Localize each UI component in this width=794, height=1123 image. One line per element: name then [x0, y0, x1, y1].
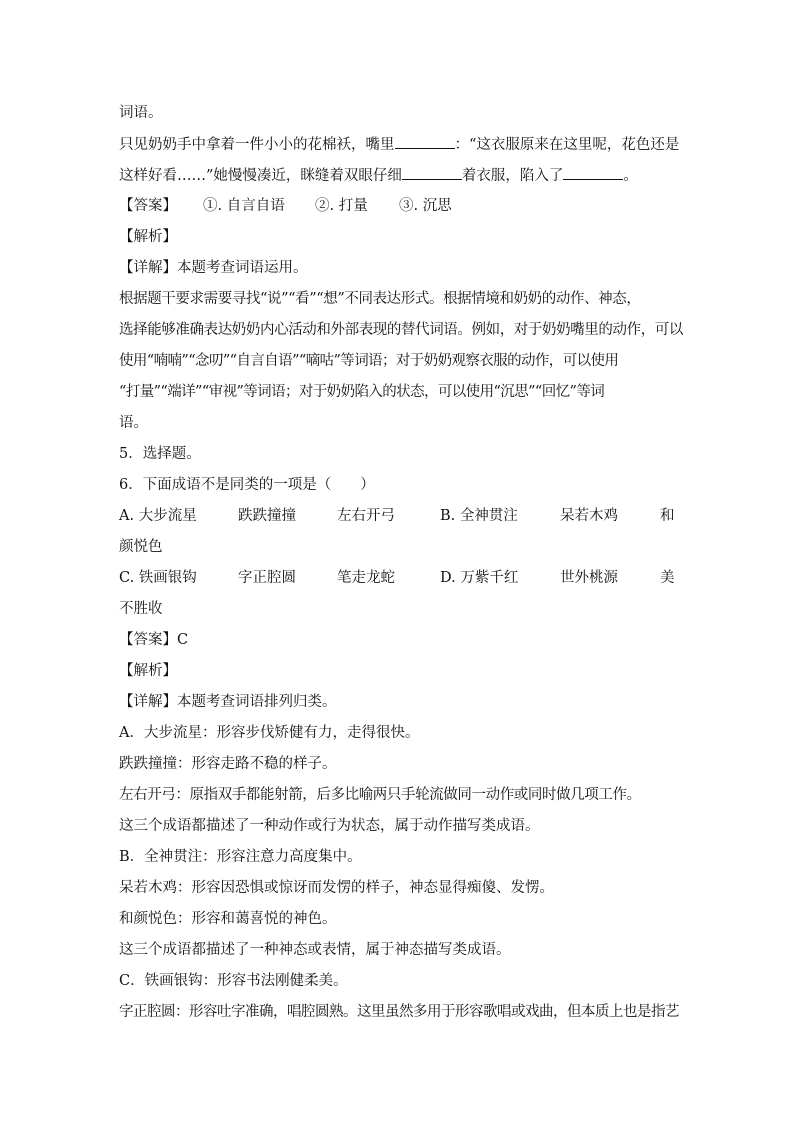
answer-item: ②. 打量 — [315, 198, 368, 214]
text-segment: 只见奶奶手中拿着一件小小的花棉袄，嘴里 — [119, 137, 395, 153]
text-segment: 。 — [623, 168, 638, 184]
text-line: 语。 — [119, 415, 148, 431]
text-line: 根据题干要求需要寻找“说”“看”“想”不同表达形式。根据情境和奶奶的动作、神态， — [119, 291, 641, 307]
option-d-item: 世外桃源 — [560, 570, 618, 586]
option-b-item: 和 — [660, 508, 675, 524]
text-line: 不胜收 — [119, 601, 163, 617]
text-line: 跌跌撞撞：形容走路不稳的样子。 — [119, 756, 337, 772]
section-tag: 【解析】 — [119, 229, 177, 245]
option-d-item: 美 — [660, 570, 675, 586]
answer-blank — [395, 134, 455, 149]
answer-line: 【答案】C — [119, 632, 189, 648]
text-line: 词语。 — [119, 105, 163, 121]
question-line — [119, 134, 680, 155]
text-line: A．大步流星：形容步伐矫健有力，走得很快。 — [119, 725, 420, 741]
text-line: 和颜悦色：形容和蔼喜悦的神色。 — [119, 911, 337, 927]
text-segment: 这样好看……”她慢慢凑近，眯缝着双眼仔细 — [119, 168, 402, 184]
text-segment: ：“这衣服原来在这里呢，花色还是 — [454, 137, 680, 153]
text-line: B．全神贯注：形容注意力高度集中。 — [119, 849, 362, 865]
text-line: 呆若木鸡：形容因恐惧或惊讶而发愣的样子，神态显得痴傻、发愣。 — [119, 880, 554, 896]
text-line: 选择能够准确表达奶奶内心活动和外部表现的替代词语。例如，对于奶奶嘴里的动作，可以 — [119, 322, 683, 338]
answer-item: ①. 自言自语 — [203, 198, 285, 214]
text-line: “打量”“端详”“审视”等词语；对于奶奶陷入的状态，可以使用“沉思”“回忆”等词 — [119, 384, 605, 400]
option-c: C. 铁画银钩 — [119, 570, 197, 586]
option-c-item: 字正腔圆 — [238, 570, 296, 586]
answer-line — [119, 196, 675, 216]
answer-item: ③. 沉思 — [399, 198, 452, 214]
text-line: 左右开弓：原指双手都能射箭，后多比喻两只手轮流做同一动作或同时做几项工作。 — [119, 787, 641, 803]
question-number: 5．选择题。 — [119, 446, 201, 462]
option-a-item: 跌跌撞撞 — [238, 508, 296, 524]
answer-blank — [563, 165, 623, 180]
text-line: 【详解】本题考查词语运用。 — [119, 260, 308, 276]
option-b: B. 全神贯注 — [440, 508, 518, 524]
answer-tag: 【答案】 — [119, 198, 177, 214]
text-line: 字正腔圆：形容吐字准确，唱腔圆熟。这里虽然多用于形容歌唱或戏曲，但本质上也是指艺 — [119, 1004, 679, 1020]
option-a: A. 大步流星 — [119, 508, 197, 524]
text-segment: 着衣服，陷入了 — [461, 168, 564, 184]
option-b-item: 呆若木鸡 — [560, 508, 618, 524]
section-tag: 【解析】 — [119, 663, 177, 679]
text-line: C．铁画银钩：形容书法刚健柔美。 — [119, 973, 348, 989]
text-line: 【详解】本题考查词语排列归类。 — [119, 694, 337, 710]
text-line: 颜悦色 — [119, 539, 163, 555]
option-a-item: 左右开弓 — [337, 508, 395, 524]
answer-blank — [402, 165, 462, 180]
question-line — [119, 165, 675, 186]
text-line: 使用“喃喃”“念叨”“自言自语”“嘀咕”等词语；对于奶奶观察衣服的动作，可以使用 — [119, 353, 619, 369]
text-line: 这三个成语都描述了一种动作或行为状态，属于动作描写类成语。 — [119, 818, 540, 834]
option-d: D. 万紫千红 — [440, 570, 519, 586]
option-c-item: 笔走龙蛇 — [337, 570, 395, 586]
text-line: 这三个成语都描述了一种神态或表情，属于神态描写类成语。 — [119, 942, 511, 958]
question-title: 6．下面成语不是同类的一项是（ ） — [119, 477, 375, 493]
